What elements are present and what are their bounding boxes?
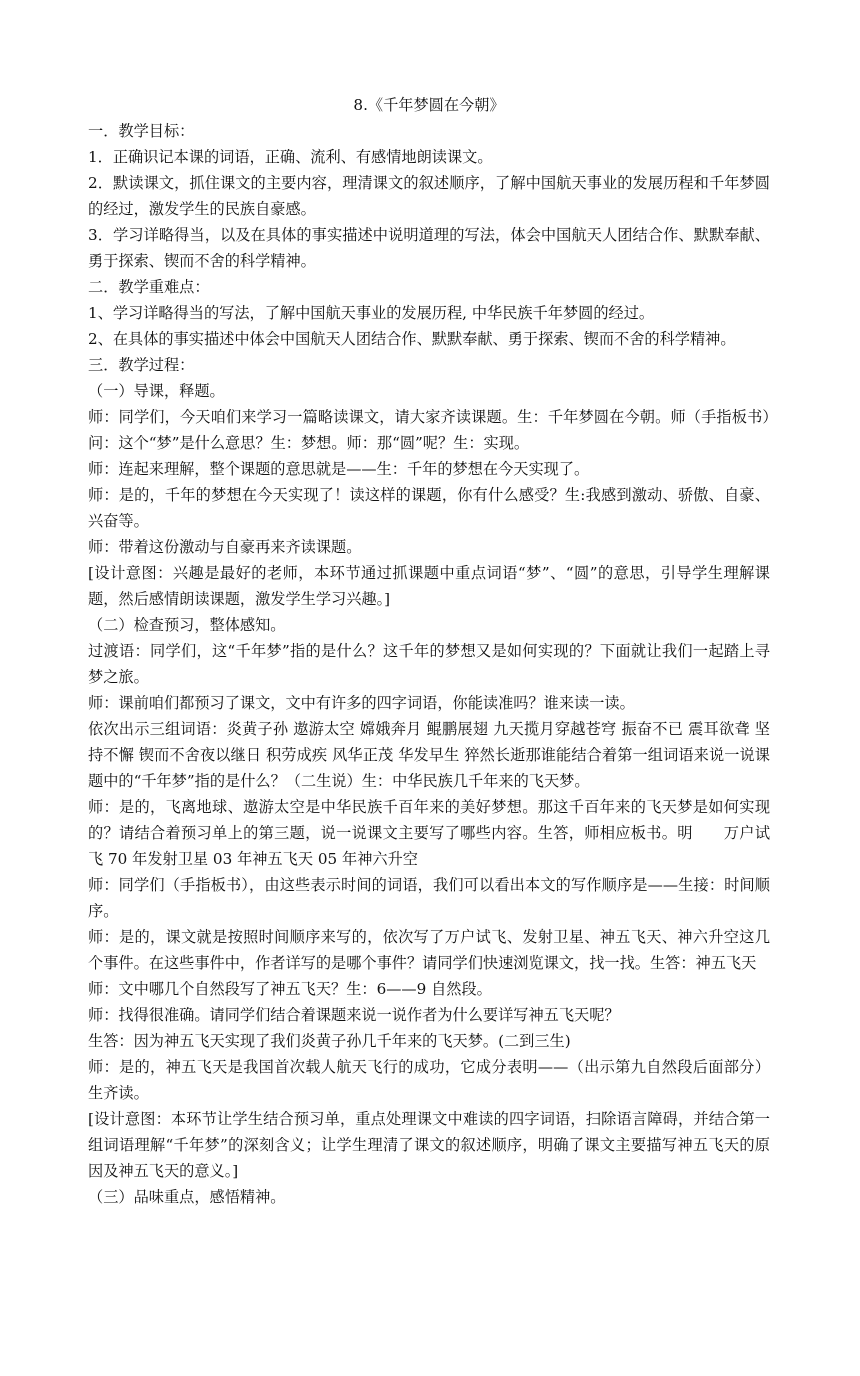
paragraph: 师：是的，神五飞天是我国首次载人航天飞行的成功，它成分表明——（出示第九自然段后面部分）生齐读。 [88,1058,770,1102]
vocabulary-paragraph: 依次出示三组词语：炎黄子孙 遨游太空 嫦娥奔月 鲲鹏展翅 九天揽月穿越苍穹 振奋不已 震耳欲聋 坚持不懈 锲而不舍夜以继日 积劳成疾 风华正茂 华发早生 猝然长逝那谁能结合着第一组词语来说一说课题中的“千年梦”指的是什么？（二生说）生：中华民族几千年来的飞天梦。 [88,720,770,790]
objective-2: 2．默读课文，抓住课文的主要内容，理清课文的叙述顺序，了解中国航天事业的发展历程和千年梦圆的经过，激发学生的民族自豪感。 [88,174,770,218]
paragraph: 生答：因为神五飞天实现了我们炎黄子孙几千年来的飞天梦。(二到三生) [88,1032,571,1050]
paragraph: 师：同学们（手指板书），由这些表示时间的词语，我们可以看出本文的写作顺序是——生接：时间顺序。 [88,876,770,920]
subsection-heading-1: （一）导课，释题。 [88,382,225,400]
paragraph: 师：带着这份激动与自豪再来齐读课题。 [88,538,362,556]
subsection-heading-3: （三）品味重点，感悟精神。 [88,1188,286,1206]
key-point-1: 1、学习详略得当的写法，了解中国航天事业的发展历程, 中华民族千年梦圆的经过。 [88,304,655,322]
document-body [88,92,770,1210]
document-title: 8.《千年梦圆在今朝》 [353,96,505,114]
section-heading-process: 三．教学过程： [88,356,195,374]
paragraph: 师：课前咱们都预习了课文，文中有许多的四字词语，你能读准吗？谁来读一读。 [88,694,635,712]
paragraph: 过渡语：同学们，这“千年梦”指的是什么？这千年的梦想又是如何实现的？下面就让我们一起踏上寻梦之旅。 [88,642,770,686]
paragraph: 师：文中哪几个自然段写了神五飞天？生：6——9 自然段。 [88,980,492,998]
subsection-heading-2: （二）检查预习，整体感知。 [88,616,286,634]
key-point-2: 2、在具体的事实描述中体会中国航天人团结合作、默默奉献、勇于探索、锲而不舍的科学精神。 [88,330,736,348]
paragraph: 师：找得很准确。请同学们结合着课题来说一说作者为什么要详写神五飞天呢？ [88,1006,620,1024]
section-heading-key-points: 二．教学重难点： [88,278,210,296]
paragraph: 师：连起来理解，整个课题的意思就是——生：千年的梦想在今天实现了。 [88,460,590,478]
objective-3: 3．学习详略得当，以及在具体的事实描述中说明道理的写法，体会中国航天人团结合作、默默奉献、勇于探索、锲而不舍的科学精神。 [88,226,770,270]
design-intent-note: [设计意图：本环节让学生结合预习单，重点处理课文中难读的四字词语，扫除语言障碍，并结合第一组词语理解“千年梦”的深刻含义；让学生理清了课文的叙述顺序，明确了课文主要描写神五飞天的原因及神五飞天的意义。] [88,1110,770,1180]
paragraph: 师：是的，课文就是按照时间顺序来写的，依次写了万户试飞、发射卫星、神五飞天、神六升空这几个事件。在这些事件中，作者详写的是哪个事件？请同学们快速浏览课文，找一找。生答：神五飞天 [88,928,770,972]
paragraph: 师：是的，飞离地球、遨游太空是中华民族千百年来的美好梦想。那这千百年来的飞天梦是如何实现的？请结合着预习单上的第三题，说一说课文主要写了哪些内容。生答，师相应板书。明 万户试飞 70 年发射卫星 03 年神五飞天 05 年神六升空 [88,798,770,868]
paragraph: 师：同学们，今天咱们来学习一篇略读课文，请大家齐读课题。生：千年梦圆在今朝。师（手指板书）问：这个“梦”是什么意思？生：梦想。师：那“圆”呢？生：实现。 [88,408,770,452]
paragraph: 师：是的，千年的梦想在今天实现了！读这样的课题，你有什么感受？生:我感到激动、骄傲、自豪、兴奋等。 [88,486,770,530]
section-heading-objectives: 一．教学目标： [88,122,195,140]
design-intent-note: [设计意图：兴趣是最好的老师，本环节通过抓课题中重点词语“梦”、“圆”的意思，引导学生理解课题，然后感情朗读课题，激发学生学习兴趣。] [88,564,770,608]
objective-1: 1．正确识记本课的词语，正确、流利、有感情地朗读课文。 [88,148,493,166]
